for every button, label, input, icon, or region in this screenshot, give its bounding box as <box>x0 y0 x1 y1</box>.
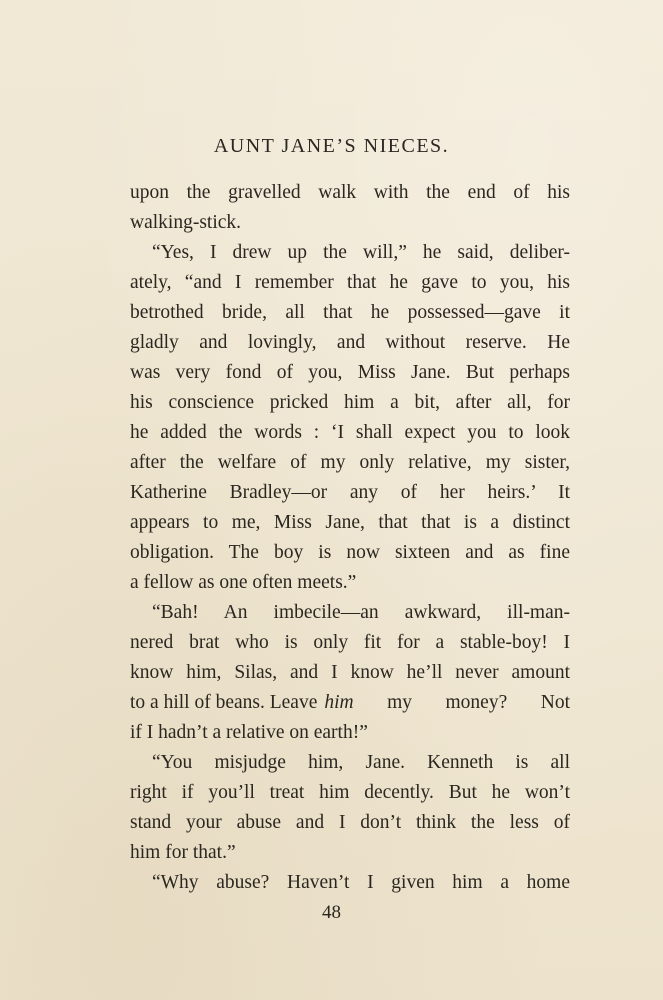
text-line: right if you’ll treat him decently. But he won’t <box>130 782 570 803</box>
text-line: stand your abuse and I don’t think the less of <box>130 812 570 833</box>
text-line <box>130 688 570 718</box>
text-line: nered brat who is only fit for a stable-boy! I <box>130 632 570 653</box>
text-line: “Why abuse? Haven’t I given him a home <box>152 872 570 893</box>
running-head: AUNT JANE’S NIECES. <box>213 135 450 157</box>
body-text <box>130 178 570 898</box>
page-number: 48 <box>322 902 341 923</box>
text-fragment: my money? Not <box>353 692 570 713</box>
text-line: his conscience pricked him a bit, after all, for <box>130 392 570 413</box>
text-line: know him, Silas, and I know he’ll never amount <box>130 662 570 683</box>
text-line: “You misjudge him, Jane. Kenneth is all <box>152 752 570 773</box>
text-line: him for that.” <box>130 842 236 863</box>
italic-word: him <box>324 692 354 713</box>
text-line: was very fond of you, Miss Jane. But perhaps <box>130 362 570 383</box>
text-line: upon the gravelled walk with the end of his <box>130 182 570 203</box>
text-line: he added the words : ‘I shall expect you to look <box>130 422 570 443</box>
text-line: Katherine Bradley—or any of her heirs.’ It <box>130 482 570 503</box>
text-line: appears to me, Miss Jane, that that is a distinct <box>130 512 570 533</box>
text-line: gladly and lovingly, and without reserve. He <box>130 332 570 353</box>
text-fragment: to a hill of beans. Leave <box>130 692 318 713</box>
text-line: betrothed bride, all that he possessed—gave it <box>130 302 570 323</box>
text-line: walking-stick. <box>130 212 242 233</box>
text-line: “Yes, I drew up the will,” he said, deliber- <box>152 242 570 263</box>
text-line: if I hadn’t a relative on earth!” <box>130 722 368 743</box>
text-line: a fellow as one often meets.” <box>130 572 357 593</box>
text-line: after the welfare of my only relative, my sister, <box>130 452 570 473</box>
text-line: obligation. The boy is now sixteen and as fine <box>130 542 570 563</box>
text-line: “Bah! An imbecile—an awkward, ill-man- <box>152 602 570 623</box>
word-space <box>317 688 324 718</box>
text-line: ately, “and I remember that he gave to you, his <box>130 272 570 293</box>
